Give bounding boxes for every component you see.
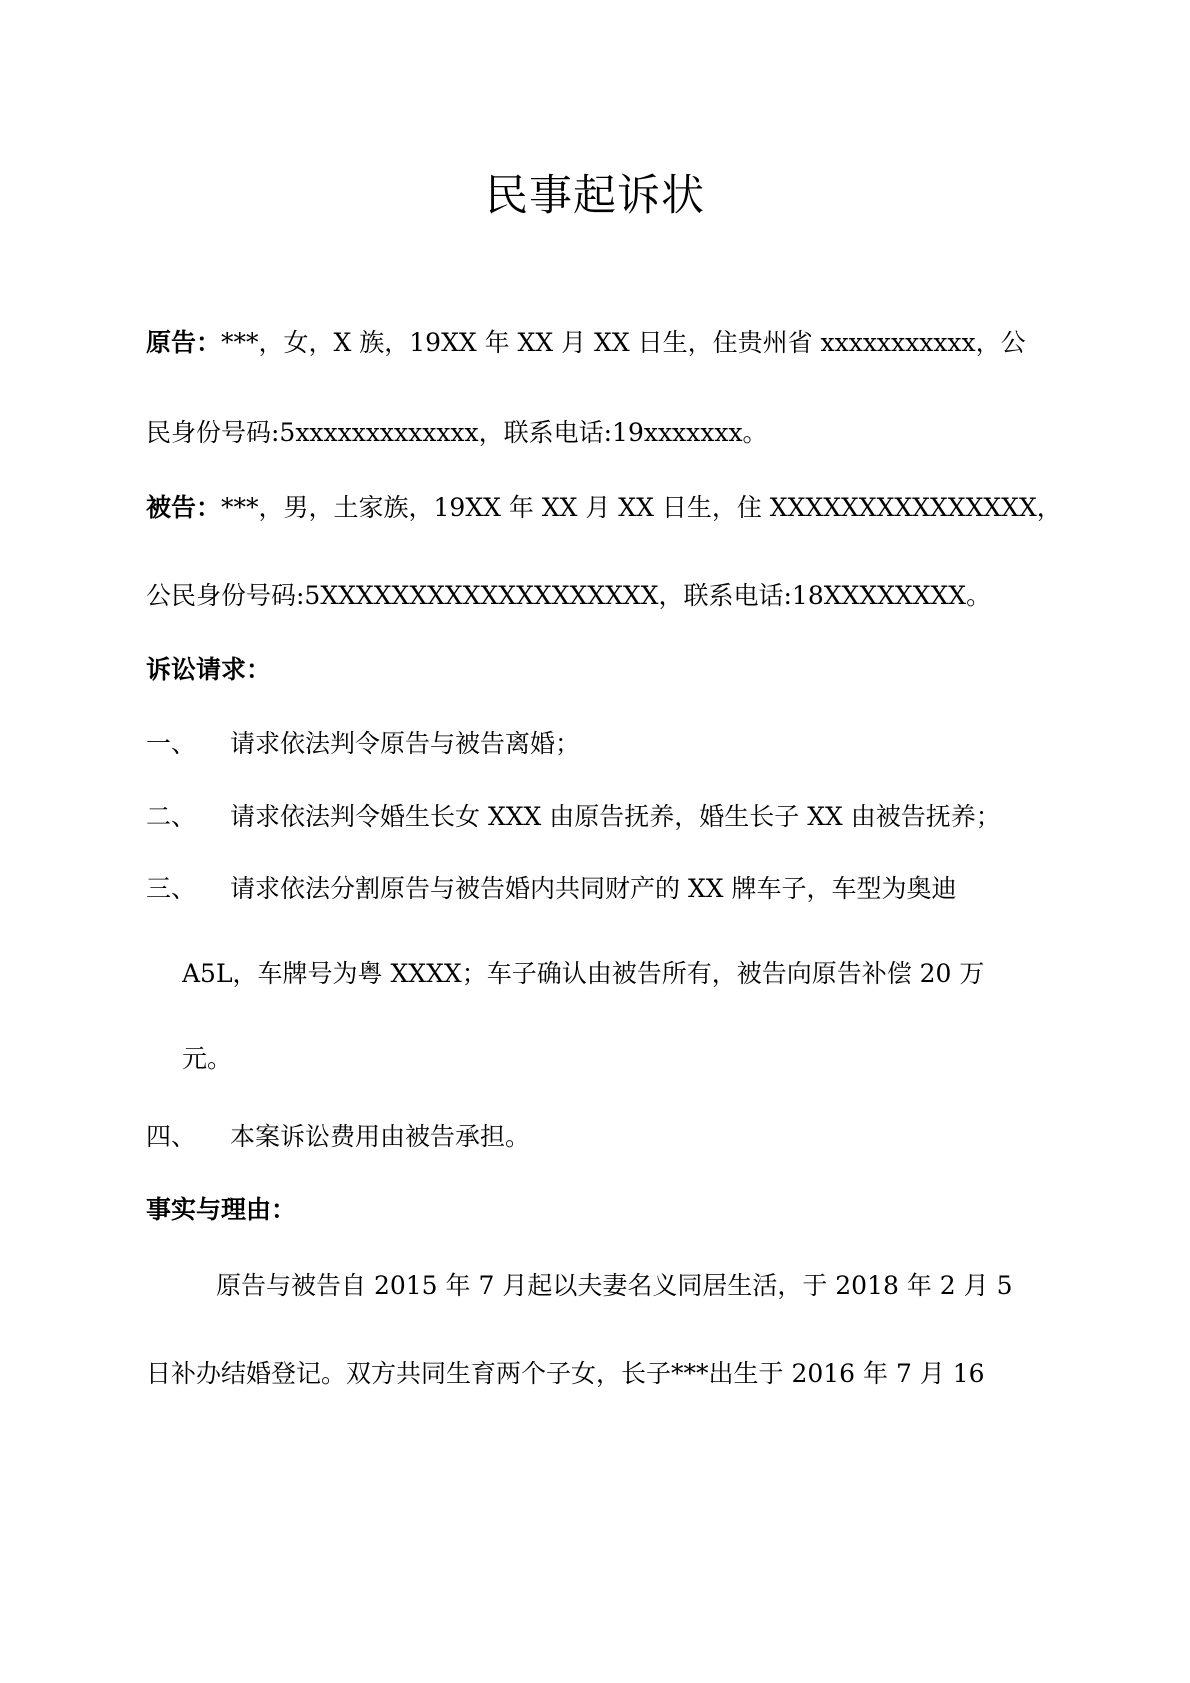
- defendant-line-1: [146, 492, 1062, 524]
- facts-heading: 事实与理由：: [146, 1195, 297, 1224]
- claim-number: 二、: [146, 802, 197, 831]
- claim-item-1: [146, 728, 1052, 760]
- claim-item-3-line-2: A5L，车牌号为粤 XXXX；车子确认由被告所有，被告向原告补偿 20 万: [182, 959, 985, 988]
- claim-text: 请求依法判令婚生长女 XXX 由原告抚养，婚生长子 XX 由被告抚养；: [230, 802, 1001, 831]
- plaintiff-line-2: 民身份号码:5xxxxxxxxxxxxx，联系电话:19xxxxxxx。: [146, 418, 768, 447]
- defendant-info: ***，男，土家族，19XX 年 XX 月 XX 日生，住 XXXXXXXXXXXXXXX，: [221, 493, 1062, 522]
- claim-item-4: [146, 1121, 1052, 1153]
- claim-item-3-line-3: 元。: [182, 1044, 233, 1073]
- claim-text: 请求依法分割原告与被告婚内共同财产的 XX 牌车子，车型为奥迪: [230, 874, 957, 903]
- defendant-label: 被告：: [146, 493, 222, 522]
- plaintiff-label: 原告：: [146, 328, 222, 357]
- claims-heading: 诉讼请求：: [146, 655, 272, 684]
- facts-line-1: 原告与被告自 2015 年 7 月起以夫妻名义同居生活，于 2018 年 2 月 5: [216, 1271, 1013, 1300]
- claim-number: 一、: [146, 729, 197, 758]
- facts-line-2: 日补办结婚登记。双方共同生育两个子女，长子***出生于 2016 年 7 月 16: [146, 1359, 985, 1388]
- document-title: 民事起诉状: [485, 171, 705, 221]
- claim-text: 请求依法判令原告与被告离婚；: [230, 729, 581, 758]
- claim-text: 本案诉讼费用由被告承担。: [230, 1122, 531, 1151]
- claim-number: 四、: [146, 1122, 197, 1151]
- plaintiff-info: ***，女，X 族，19XX 年 XX 月 XX 日生，住贵州省 xxxxxxxxxxx，公: [221, 328, 1026, 357]
- claim-item-3: [146, 873, 1052, 905]
- claim-item-2: [146, 801, 1052, 833]
- claim-number: 三、: [146, 874, 197, 903]
- plaintiff-line-1: [146, 327, 1052, 359]
- defendant-line-2: 公民身份号码:5XXXXXXXXXXXXXXXXXXX，联系电话:18XXXXXXXX。: [146, 581, 992, 610]
